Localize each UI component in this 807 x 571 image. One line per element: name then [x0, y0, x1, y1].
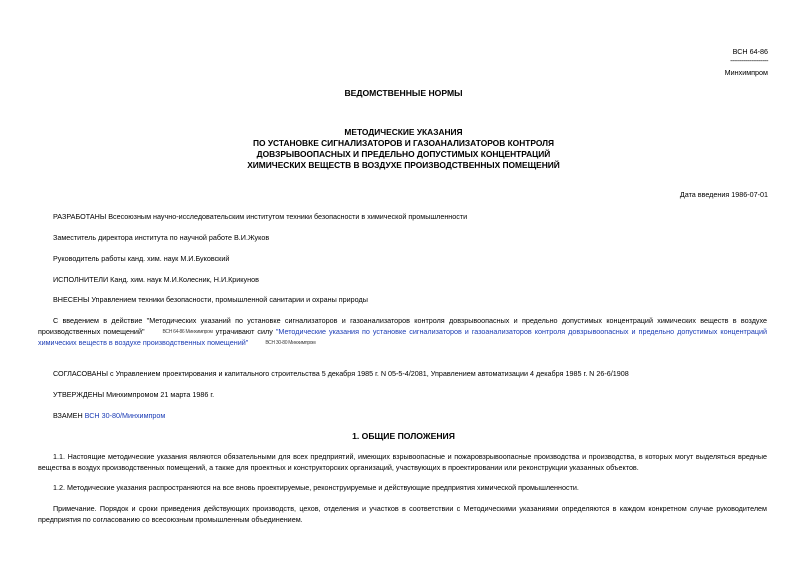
intro-text-2: утрачивают силу	[215, 327, 273, 336]
ministry-label: Минхимпром	[724, 68, 768, 77]
title-line: ХИМИЧЕСКИХ ВЕЩЕСТВ В ВОЗДУХЕ ПРОИЗВОДСТВЕННЫХ ПОМЕЩЕНИЙ	[247, 160, 560, 170]
title-line: МЕТОДИЧЕСКИЕ УКАЗАНИЯ	[344, 127, 463, 137]
intro-text: С введением в действие "Методических указаний по установке сигнализаторов и газоанализаторов контроля довзрывоопасных и предельно допустимых концентраций химических веществ в воздухе производственных помещений"	[38, 316, 767, 336]
header-divider: --------------------	[730, 56, 768, 65]
intro-paragraph	[38, 315, 767, 348]
replaces-label: ВЗАМЕН	[53, 411, 83, 420]
clause-1-1: 1.1. Настоящие методические указания являются обязательными для всех предприятий, имеющих взрывоопасные и пожаровзрывоопасные производства и производства, в которых могут выделяться вредные вещества в воздух производственных помещений, а также для проектных и конструкторских организаций, участвующих в проектировании или реконструкции указанных объектов.	[38, 452, 767, 472]
doc-type-title: ВЕДОМСТВЕННЫЕ НОРМЫ	[344, 88, 463, 98]
note: Примечание. Порядок и сроки приведения действующих производств, цехов, отделения и участков в соответствии с Методическими указаниями определяются в каждом конкретном случае руководителем предприятия по согласованию со всесоюзным промышленным объединением.	[38, 504, 767, 524]
approved-by: УТВЕРЖДЕНЫ Минхимпромом 21 марта 1986 г.	[53, 390, 215, 399]
replaced-doc-link[interactable]: ВСН 30-80/Минхимпром	[84, 411, 166, 420]
deputy-director: Заместитель директора института по научной работе В.И.Жуков	[53, 233, 270, 242]
title-line: ДОВЗРЫВООПАСНЫХ И ПРЕДЕЛЬНО ДОПУСТИМЫХ КОНЦЕНТРАЦИЙ	[256, 149, 551, 159]
document-title	[0, 127, 807, 171]
effective-date: Дата введения 1986-07-01	[679, 190, 768, 199]
document-code: ВСН 64-86	[732, 47, 768, 56]
agreed-with: СОГЛАСОВАНЫ с Управлением проектирования и капитального строительства 5 декабря 1985 г. N 05-5-4/2081, Управлением автоматизации 4 декабря 1985 г. N 26-6/1908	[53, 369, 629, 378]
title-line: ПО УСТАНОВКЕ СИГНАЛИЗАТОРОВ И ГАЗОАНАЛИЗАТОРОВ КОНТРОЛЯ	[252, 138, 555, 148]
executors: ИСПОЛНИТЕЛИ Канд. хим. наук М.И.Колесник, Н.И.Крикунов	[53, 275, 259, 284]
work-supervisor: Руководитель работы канд. хим. наук М.И.Буковский	[53, 254, 230, 263]
stamp-vsn-64-86: ВСН 64-86 Минхимпром	[162, 328, 213, 335]
developed-by: РАЗРАБОТАНЫ Всесоюзным научно-исследовательским институтом техники безопасности в химической промышленности	[53, 212, 468, 221]
section-heading: 1. ОБЩИЕ ПОЛОЖЕНИЯ	[352, 431, 455, 441]
replaces	[38, 410, 767, 421]
superseded-doc-link[interactable]: "Методические указания по установке сигнализаторов и газоанализаторов контроля довзрывоопасных и предельно допустимых концентраций химических веществ в воздухе производственных помещений"	[38, 327, 767, 347]
introduced-by: ВНЕСЕНЫ Управлением техники безопасности, промышленной санитарии и охраны природы	[53, 295, 368, 304]
clause-1-2: 1.2. Методические указания распространяются на все вновь проектируемые, реконструируемые и действующие предприятия химической промышленности.	[53, 483, 579, 492]
stamp-vsn-30-80: ВСН 30-80 Минхимпром	[265, 339, 316, 346]
